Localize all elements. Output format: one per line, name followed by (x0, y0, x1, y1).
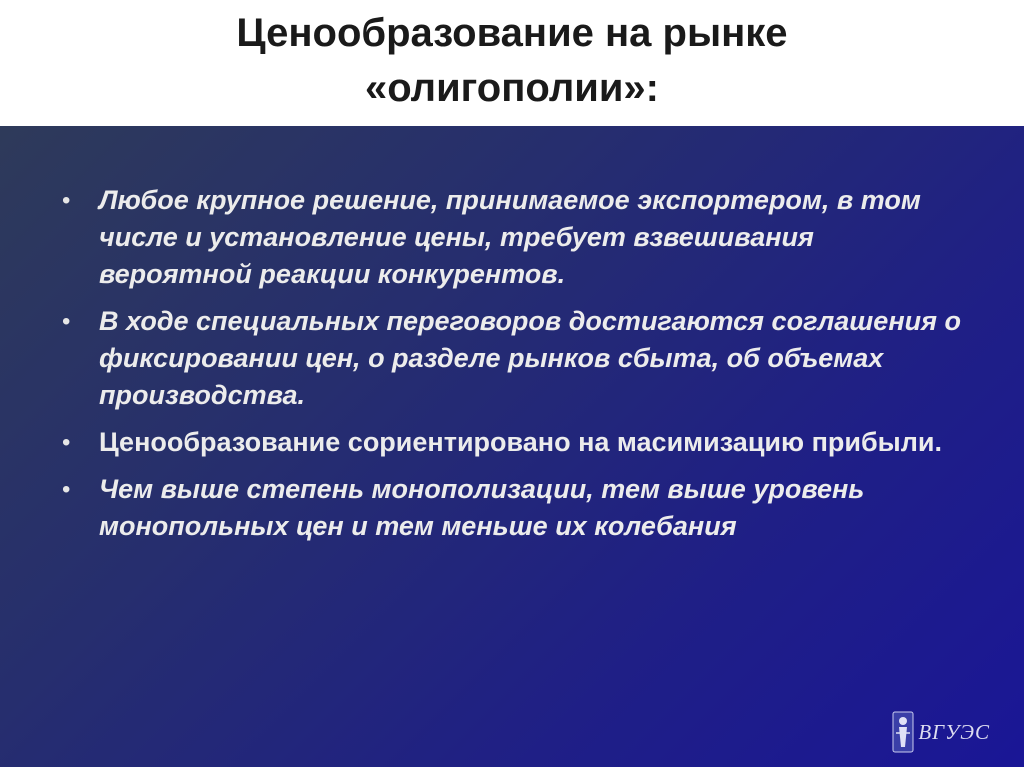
slide-title (0, 6, 1024, 116)
bullet-text-3: Ценообразование сориентировано на масимизацию прибыли. (99, 427, 942, 457)
bullet-dot-icon: • (62, 308, 71, 335)
slide-title-line-2: «олигополии»: (364, 66, 659, 110)
bullet-item-1 (62, 182, 962, 293)
bullet-dot-icon: • (62, 476, 71, 503)
bullet-text-4: Чем выше степень монополизации, тем выше уровень монопольных цен и тем меньше их колебания (99, 474, 865, 541)
bullet-list (62, 182, 962, 555)
bullet-text-1: Любое крупное решение, принимаемое экспортером, в том числе и установление цены, требует взвешивания вероятной реакции конкурентов. (99, 185, 921, 289)
slide-body (0, 126, 1024, 767)
bullet-dot-icon: • (62, 429, 71, 456)
logo-text: ВГУЭС (918, 719, 990, 744)
university-logo (892, 711, 990, 753)
university-emblem-icon (892, 711, 914, 753)
bullet-dot-icon: • (62, 187, 71, 214)
bullet-item-3 (62, 424, 962, 461)
slide-title-line-1: Ценообразование на рынке (236, 11, 788, 55)
bullet-text-2: В ходе специальных переговоров достигаются соглашения о фиксировании цен, о разделе рынков сбыта, об объемах производства. (99, 306, 962, 410)
title-area (0, 0, 1024, 126)
bullet-item-2 (62, 303, 962, 414)
bullet-item-4 (62, 471, 962, 545)
